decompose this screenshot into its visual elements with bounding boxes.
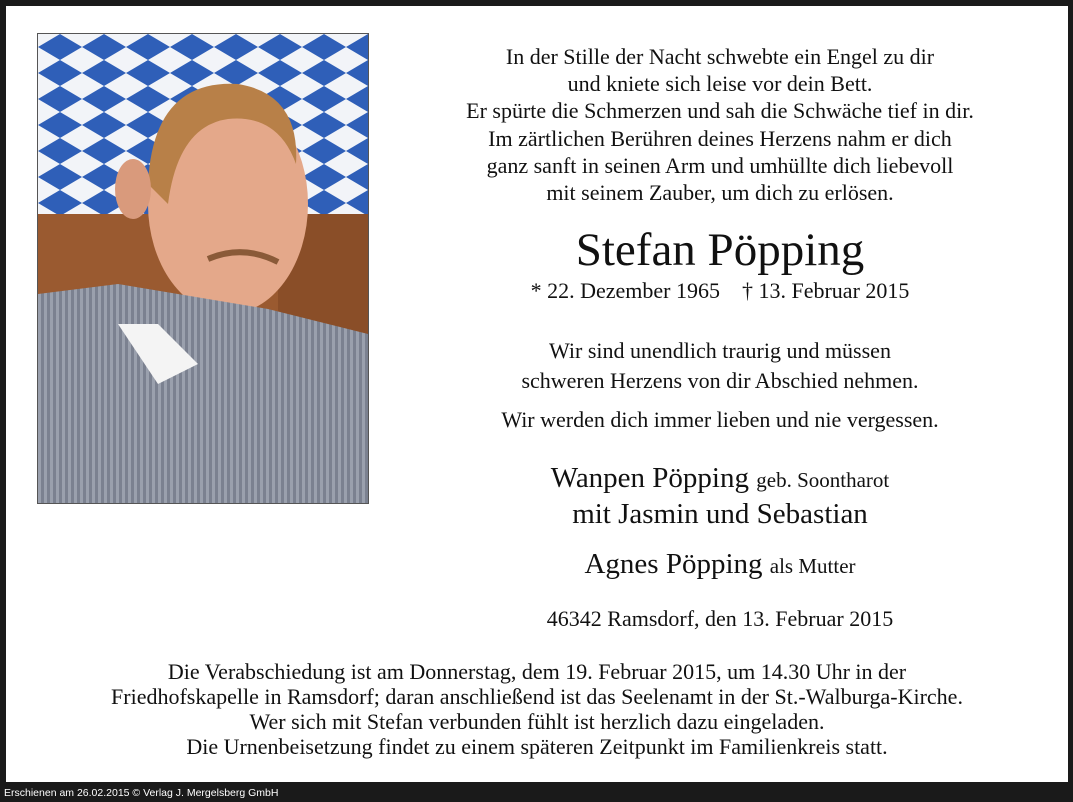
poem-line: und kniete sich leise vor dein Bett. — [567, 71, 873, 97]
poem — [386, 43, 1054, 206]
mourning-text — [386, 336, 1054, 396]
wife-maiden-name: geb. Soontharot — [756, 468, 890, 492]
obituary-card — [6, 6, 1068, 782]
poem-line: ganz sanft in seinen Arm und umhüllte dich liebevoll — [486, 152, 954, 178]
birth-date: * 22. Dezember 1965 — [530, 278, 720, 303]
poem-line: Er spürte die Schmerzen und sah die Schwäche tief in dir. — [466, 98, 974, 124]
mother-name: Agnes Pöpping — [584, 548, 763, 580]
mother-note: als Mutter — [769, 554, 856, 578]
mourner-mother — [386, 545, 1054, 585]
announcement-line: Friedhofskapelle in Ramsdorf; daran anschließend ist das Seelenamt in der St.-Walburga-Kirche. — [111, 684, 963, 709]
poem-line: mit seinem Zauber, um dich zu erlösen. — [546, 180, 894, 206]
publication-footer: Erschienen am 26.02.2015 © Verlag J. Mergelsberg GmbH — [4, 787, 279, 799]
mourning-closing: Wir werden dich immer lieben und nie vergessen. — [501, 407, 939, 432]
mourner-wife — [386, 460, 1054, 498]
wife-name: Wanpen Pöpping — [550, 462, 749, 494]
mourner-children: mit Jasmin und Sebastian — [572, 498, 868, 530]
announcement-line: Die Verabschiedung ist am Donnerstag, dem 19. Februar 2015, um 14.30 Uhr in der — [167, 659, 907, 684]
announcement-line: Die Urnenbeisetzung findet zu einem späteren Zeitpunkt im Familienkreis statt. — [186, 734, 888, 759]
mourning-line: Wir sind unendlich traurig und müssen — [549, 338, 891, 363]
mourning-line: schweren Herzens von dir Abschied nehmen. — [521, 368, 919, 393]
poem-line: In der Stille der Nacht schwebte ein Engel zu dir — [505, 44, 935, 69]
announcement-line: Wer sich mit Stefan verbunden fühlt ist herzlich dazu eingeladen. — [249, 709, 825, 734]
poem-line: Im zärtlichen Berühren deines Herzens nahm er dich — [488, 125, 952, 151]
portrait-image — [38, 34, 368, 503]
deceased-name: Stefan Pöpping — [575, 224, 865, 276]
place-date: 46342 Ramsdorf, den 13. Februar 2015 — [546, 606, 894, 631]
death-date: † 13. Februar 2015 — [741, 278, 910, 303]
life-dates — [386, 277, 1054, 305]
portrait-photo — [37, 33, 369, 504]
funeral-announcement — [16, 659, 1058, 759]
